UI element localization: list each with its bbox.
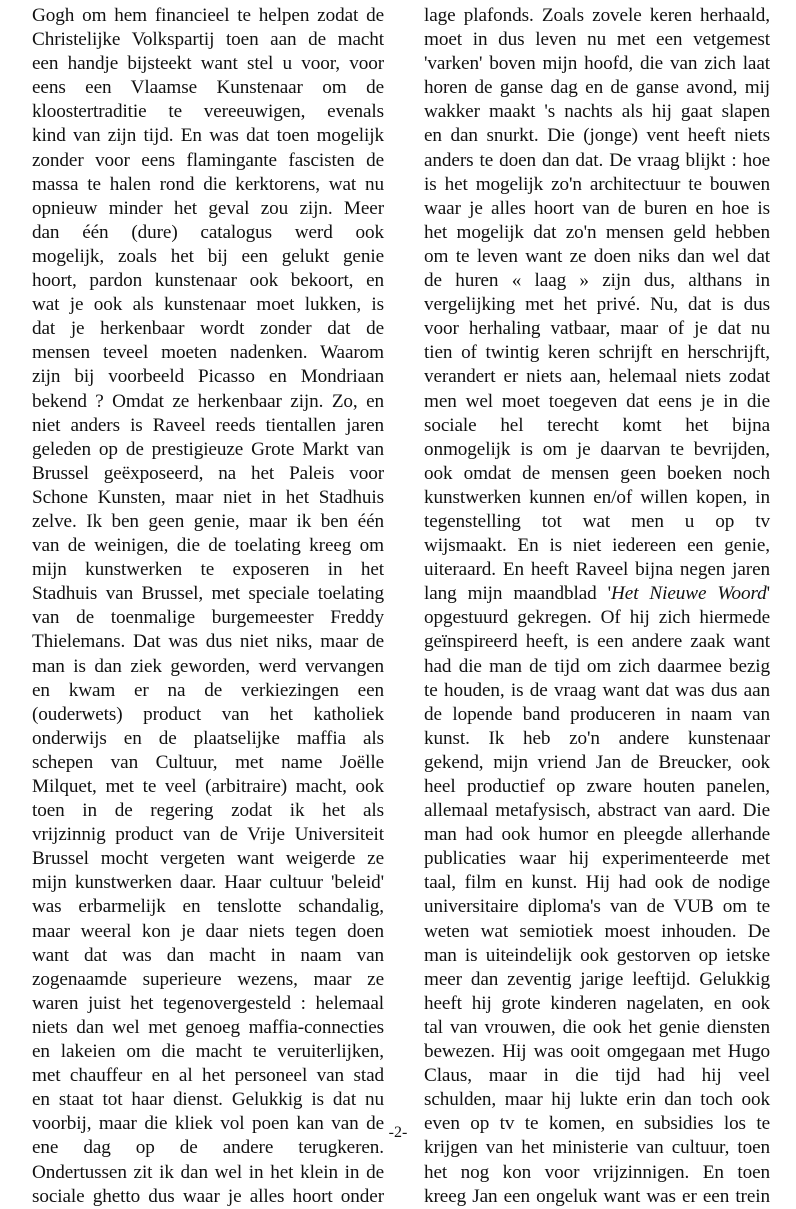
text-line: allemaal metafysisch, abstract van aard. Die	[424, 800, 770, 822]
text-line: schepen van Cultuur, met name Joëlle	[32, 751, 384, 773]
text-line: bekend ? Omdat ze herkenbaar zijn. Zo, en	[32, 390, 384, 412]
page-number: -2-	[388, 1124, 408, 1141]
text-line: zogenaamde superieure wezens, maar ze	[32, 968, 384, 990]
text-line: mijn kunstwerken daar. Haar cultuur 'beleid'	[32, 872, 384, 894]
text-line: bewezen. Hij was ooit omgegaan met Hugo	[424, 1041, 770, 1063]
text-line: weten wat semiotiek moest inhouden. De	[424, 920, 770, 942]
text-line: had die man de tijd om zich daarmee bezig	[424, 655, 770, 677]
text-line: man had ook humor en pleegde allerhande	[424, 824, 770, 846]
text-line: was erbarmelijk en tenslotte schandalig,	[32, 896, 384, 918]
text-line: meer dan zeventig jarige leeftijd. Gelukkig	[424, 968, 770, 990]
text-line: Brussel geëxposeerd, na het Paleis voor	[32, 462, 384, 484]
text-line: de huren « laag » zijn dus, althans in	[424, 270, 770, 292]
text-line: te houden, is de vraag want dat was dus aan	[424, 679, 770, 701]
text-line: mijn kunstwerken te exposeren in het	[32, 559, 384, 581]
text-line: eens een Vlaamse Kunstenaar om de	[32, 77, 384, 99]
text-line: waren juist het tegenovergesteld : helemaal	[32, 992, 384, 1014]
text-line: maar weeral kon je daar niets tegen doen	[32, 920, 384, 942]
text-line: hoort, pardon kunstenaar ook bekoort, en	[32, 270, 384, 292]
text-line: vergelijking met het privé. Nu, dat is dus	[424, 294, 770, 316]
text-line: Christelijke Volkspartij toen aan de macht	[32, 29, 384, 51]
text-line: publicaties waar hij experimenteerde met	[424, 848, 770, 870]
text-line: (ouderwets) product van het katholiek	[32, 703, 384, 725]
text-line: verandert er niets aan, helemaal niets zodat	[424, 366, 770, 388]
text-line: man is dan ziek geworden, werd vervangen	[32, 655, 384, 677]
text-line: men wel moet toegeven dat eens je in die	[424, 390, 770, 412]
text-line: is het mogelijk zo'n architectuur te bouwen	[424, 173, 770, 195]
text-line: de lopende band produceren in naam van	[424, 703, 770, 725]
magazine-title: Het Nieuwe Woord	[611, 583, 767, 605]
text-line: geïnspireerd heeft, is een andere zaak want	[424, 631, 770, 653]
text-line: Stadhuis van Brussel, met speciale toelating	[32, 583, 384, 605]
text-line: wakker maakt 's nachts als hij gaat slapen	[424, 101, 770, 123]
text-line: opnieuw minder het geval zou zijn. Meer	[32, 197, 384, 219]
text-line: en kwam er na de verkiezingen een	[32, 679, 384, 701]
right-column-lines	[424, 4, 770, 1209]
text-line: zonder voor eens flamingante fascisten de	[32, 149, 384, 171]
text-line: het mogelijk dat zo'n mensen geld hebben	[424, 221, 770, 243]
text-line: heeft hij grote kinderen nagelaten, en ook	[424, 992, 770, 1014]
text-line: van de weinigen, die de toelating kreeg om	[32, 535, 384, 557]
text-line: niet anders is Raveel reeds tientallen jaren	[32, 414, 384, 436]
text-line: zijn bij voorbeeld Picasso en Mondriaan	[32, 366, 384, 388]
text-line: gekend, mijn vriend Jan de Breucker, ook	[424, 751, 770, 773]
text-line: dan één (dure) catalogus werd ook	[32, 221, 384, 243]
text-line: Ondertussen zit ik dan wel in het klein in de	[32, 1161, 384, 1183]
text-line: Claus, maar in die tijd had hij veel	[424, 1065, 770, 1087]
text-line: niets dan wel met genoeg maffia-connecties	[32, 1016, 384, 1038]
text-line: horen de ganse dag en de ganse avond, mij	[424, 77, 770, 99]
text-line: het nog kon voor vrijzinnigen. En toen	[424, 1161, 770, 1183]
text-line: tal van vrouwen, die ook het genie diensten	[424, 1016, 770, 1038]
text-line: sociale ghetto dus waar je alles hoort onder	[32, 1185, 384, 1207]
text-line: en lakeien om die macht te veruiterlijken,	[32, 1041, 384, 1063]
text-line: want dat was dan macht in naam van	[32, 944, 384, 966]
text-line: sociale hel terecht komt het bijna	[424, 414, 770, 436]
text-line: en dan snurkt. Die (jonge) vent heeft niets	[424, 125, 770, 147]
text-line: onderwijs en de plaatselijke maffia als	[32, 727, 384, 749]
text-line: zelve. Ik ben geen genie, maar ik ben één	[32, 510, 384, 532]
text-line: een handje bijsteekt want stel u voor, voor	[32, 53, 384, 75]
text-line: schulden, maar hij lukte erin dan toch ook	[424, 1089, 770, 1111]
text-line: man is uiteindelijk ook gestorven op ietske	[424, 944, 770, 966]
text-line: anders te doen dan dat. De vraag blijkt : hoe	[424, 149, 770, 171]
text-line: Milquet, met te veel (arbitraire) macht, ook	[32, 776, 384, 797]
text-line: mensen teveel moeten nadenken. Waarom	[32, 342, 384, 364]
text-line: lang mijn maandblad 'Het Nieuwe Woord'	[424, 583, 770, 605]
text-line: kind van zijn tijd. En was dat toen mogelijk	[32, 125, 384, 147]
text-line: lage plafonds. Zoals zovele keren herhaald,	[424, 5, 770, 26]
text-line: taal, film en kunst. Hij had ook de nodige	[424, 872, 770, 894]
text-line: krijgen van het ministerie van cultuur, toen	[424, 1137, 770, 1159]
text-line: voor herhaling vatbaar, maar of je dat nu	[424, 318, 770, 340]
text-line: tien of twintig keren schrijft en herschrijft,	[424, 342, 770, 364]
text-line: mogelijk, zoals het bij een gelukt genie	[32, 245, 384, 267]
text-line: tegenstelling tot wat men u op tv	[424, 510, 770, 532]
text-line: toen in de regering zodat ik het als	[32, 800, 384, 822]
text-line: en staat tot haar dienst. Gelukkig is dat nu	[32, 1089, 384, 1111]
text-line: massa te halen rond die kerktorens, wat nu	[32, 173, 384, 195]
text-line: universitaire diploma's van de VUB om te	[424, 896, 770, 918]
text-line: heel productief op zware houten panelen,	[424, 776, 770, 797]
text-line: geleden op de prestigieuze Grote Markt van	[32, 438, 384, 460]
text-line: om te leven want ze doen niks dan wel dat	[424, 245, 770, 267]
text-line: wijsmaakt. En is niet iedereen een genie,	[424, 535, 770, 557]
text-line: Schone Kunsten, maar niet in het Stadhuis	[32, 486, 384, 508]
left-text-column	[32, 4, 384, 1209]
text-line: opgestuurd gekregen. Of hij zich hiermede	[424, 607, 770, 629]
text-line: kreeg Jan een ongeluk want was er een trein	[424, 1185, 770, 1207]
text-line: Thielemans. Dat was dus niet niks, maar de	[32, 631, 384, 653]
text-line: moet in dus leven nu met een vetgemest	[424, 29, 770, 51]
text-line: Brussel mocht vergeten want weigerde ze	[32, 848, 384, 870]
text-line: vrijzinnig product van de Vrije Universiteit	[32, 824, 384, 846]
text-line: dat je herkenbaar wordt zonder dat de	[32, 318, 384, 340]
text-line: ene dag op de andere terugkeren.	[32, 1137, 384, 1159]
text-line: uiteraard. En heeft Raveel bijna negen jaren	[424, 559, 770, 581]
text-line: kunst. Ik heb zo'n andere kunstenaar	[424, 727, 770, 749]
text-line: Gogh om hem financieel te helpen zodat de	[32, 5, 384, 26]
text-line: even op tv te komen, en subsidies los te	[424, 1113, 770, 1135]
text-line: ook omdat de mensen geen boeken noch	[424, 462, 770, 484]
text-line: kloostertraditie te vereeuwigen, evenals	[32, 101, 384, 123]
text-line: waar je alles hoort van de buren en hoe is	[424, 197, 770, 219]
text-line: onmogelijk is om je daarvan te bevrijden,	[424, 438, 770, 460]
right-text-column	[424, 4, 770, 1209]
left-column-lines	[32, 4, 384, 1209]
text-line: voorbij, maar die kliek vol poen kan van de	[32, 1113, 384, 1135]
text-line: 'varken' boven mijn hoofd, die van zich laat	[424, 53, 770, 75]
text-line: met chauffeur en al het personeel van stad	[32, 1065, 384, 1087]
text-line: kunstwerken kunnen en/of willen kopen, in	[424, 486, 770, 508]
text-line: van de toenmalige burgemeester Freddy	[32, 607, 384, 629]
text-line: wat je ook als kunstenaar moet lukken, is	[32, 294, 384, 316]
